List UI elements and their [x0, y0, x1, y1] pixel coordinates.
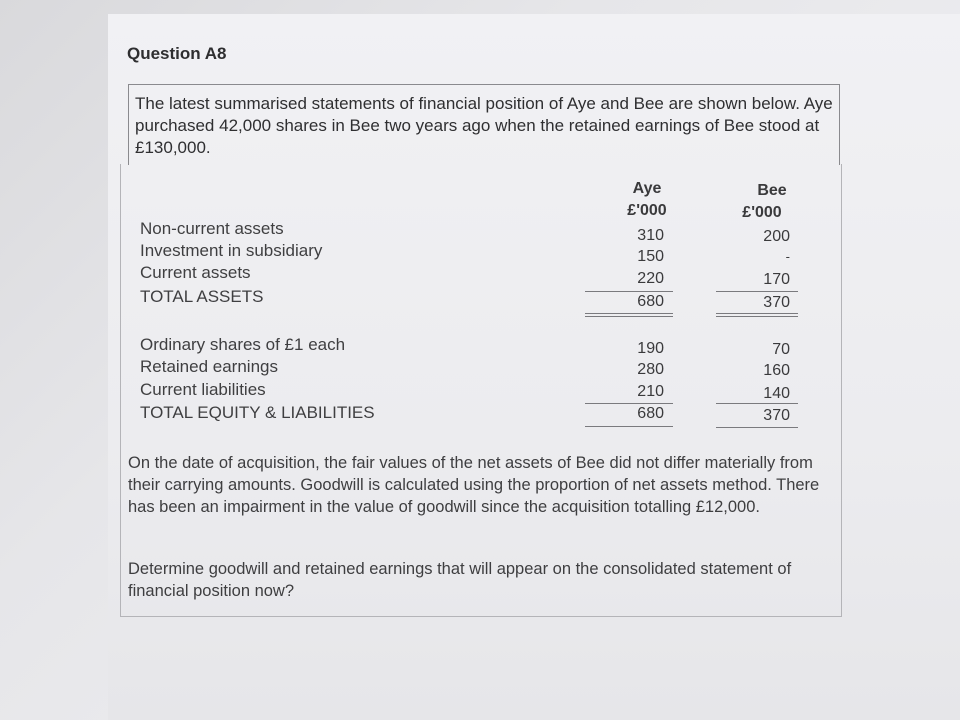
cell-aye-investment-in-subsidiary: 150	[637, 248, 664, 265]
cell-bee-ordinary-shares: 70	[772, 341, 790, 358]
column-header-bee: Bee	[757, 182, 787, 199]
subtotal-rule-bee-assets	[716, 291, 798, 292]
cell-bee-non-current-assets: 200	[763, 228, 790, 245]
subtotal-rule-bee-equity	[716, 403, 798, 404]
cell-aye-current-assets: 220	[637, 270, 664, 287]
cell-bee-total-equity-liabilities: 370	[763, 407, 790, 424]
row-label-investment-in-subsidiary: Investment in subsidiary	[140, 241, 323, 260]
total-rule-bee-equity	[716, 427, 798, 428]
row-label-non-current-assets: Non-current assets	[140, 219, 284, 238]
row-label-current-liabilities: Current liabilities	[140, 380, 266, 399]
cell-aye-current-liabilities: 210	[637, 383, 664, 400]
note-paragraph-acquisition: On the date of acquisition, the fair values of the net assets of Bee did not differ materially from their carrying amounts. Goodwill is calculated using the proportion of net assets method. There has been an impairment in the value of goodwill since the acquisition totalling £12,000.	[128, 454, 820, 516]
subtotal-rule-aye-equity	[585, 403, 673, 404]
cell-bee-current-liabilities: 140	[763, 385, 790, 402]
total-rule-aye-assets	[585, 313, 673, 317]
cell-aye-total-equity-liabilities: 680	[637, 405, 664, 422]
row-label-ordinary-shares: Ordinary shares of £1 each	[140, 335, 346, 354]
note-paragraph-question: Determine goodwill and retained earnings that will appear on the consolidated statement of financial position now?	[128, 560, 792, 600]
cell-aye-total-assets: 680	[637, 293, 664, 310]
total-rule-aye-equity	[585, 426, 673, 427]
total-rule-bee-assets	[716, 313, 798, 317]
cell-aye-retained-earnings: 280	[637, 361, 664, 378]
cell-bee-retained-earnings: 160	[763, 362, 790, 379]
subtotal-rule-aye-assets	[585, 291, 673, 292]
column-unit-aye: £'000	[627, 202, 667, 219]
cell-aye-ordinary-shares: 190	[637, 340, 664, 357]
row-label-retained-earnings: Retained earnings	[140, 357, 278, 376]
column-header-aye: Aye	[632, 180, 662, 197]
cell-aye-non-current-assets: 310	[637, 227, 664, 244]
cell-bee-investment-in-subsidiary: -	[785, 249, 790, 264]
column-unit-bee: £'000	[742, 204, 782, 221]
row-label-current-assets: Current assets	[140, 263, 251, 282]
cell-bee-total-assets: 370	[763, 294, 790, 311]
row-label-total-equity-liabilities: TOTAL EQUITY & LIABILITIES	[140, 403, 375, 422]
question-title: Question A8	[127, 44, 227, 63]
cell-bee-current-assets: 170	[763, 271, 790, 288]
row-label-total-assets: TOTAL ASSETS	[140, 287, 264, 306]
intro-text: The latest summarised statements of financial position of Aye and Bee are shown below. Aye purchased 42,000 shares in Bee two years ago when the retained earnings of Bee stood at £130,000.	[135, 94, 833, 157]
